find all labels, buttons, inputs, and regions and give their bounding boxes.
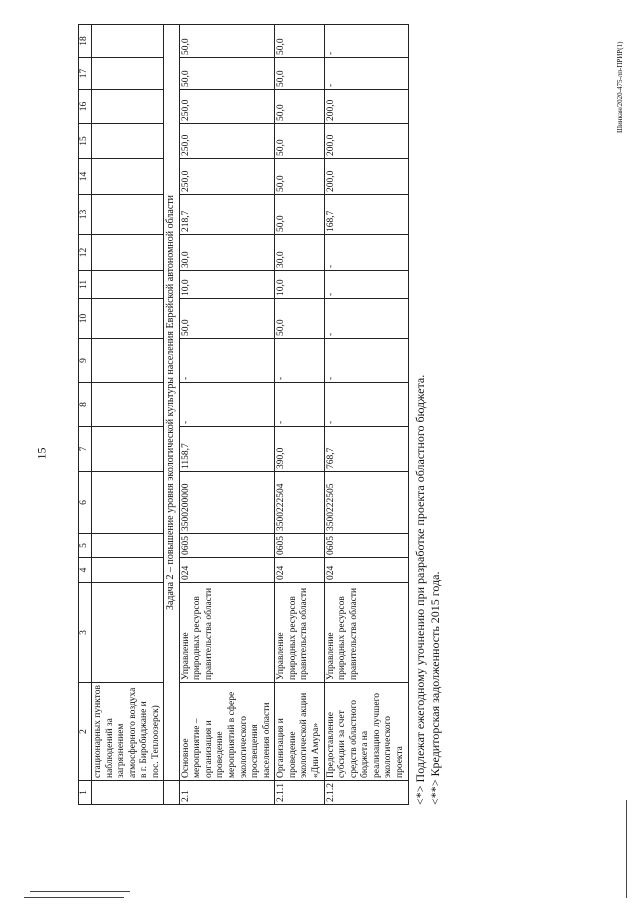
scan-line <box>30 891 130 892</box>
table-body <box>79 25 409 805</box>
amount-cell: 218,7 <box>179 195 275 235</box>
amount-cell: 200,0 <box>324 124 408 159</box>
header-cell: 1 <box>79 781 92 805</box>
header-cell: 11 <box>79 271 92 299</box>
empty-cell <box>164 781 179 805</box>
header-cell: 8 <box>79 383 92 427</box>
executor-cell: Управление природных ресурсов правительства области <box>324 583 408 683</box>
registration-stamp: Шинкан/2020-475-лп-ПРИР(1) <box>616 41 624 133</box>
activity-name-cell: Основное мероприятие – организация и проведение мероприятий в сфере экологического просвещения населения области <box>179 683 275 781</box>
header-cell: 10 <box>79 299 92 339</box>
empty-cell <box>92 534 164 558</box>
scan-line <box>626 800 627 898</box>
amount-cell: 50,0 <box>275 58 324 90</box>
amount-cell: 50,0 <box>179 25 275 58</box>
continuation-row <box>92 25 164 805</box>
empty-cell <box>92 558 164 583</box>
empty-cell <box>92 58 164 90</box>
task-row <box>164 25 179 805</box>
amount-cell: - <box>275 383 324 427</box>
amount-cell: 50,0 <box>275 299 324 339</box>
header-cell: 3 <box>79 583 92 683</box>
target-article-code: 3500222504 <box>275 472 324 534</box>
header-cell: 12 <box>79 235 92 271</box>
amount-cell: 250,0 <box>179 124 275 159</box>
amount-cell: 1158,7 <box>179 427 275 472</box>
amount-cell: 10,0 <box>275 271 324 299</box>
amount-cell: - <box>324 25 408 58</box>
footnote-2: <**> Кредиторская задолженность 2015 года. <box>427 571 442 805</box>
section-code: 0605 <box>179 534 275 558</box>
activity-name-cell: Организация и проведение экологической акции «Дни Амура» <box>275 683 324 781</box>
empty-cell <box>92 427 164 472</box>
empty-cell <box>92 235 164 271</box>
grbs-code: 024 <box>179 558 275 583</box>
amount-cell: 50,0 <box>275 195 324 235</box>
amount-cell: 50,0 <box>275 90 324 124</box>
financing-table <box>78 24 409 805</box>
header-cell: 14 <box>79 159 92 195</box>
activity-name-cell: Предоставление субсидии за счет средств областного бюджета на реализацию лучшего экологического проекта <box>324 683 408 781</box>
amount-cell: - <box>324 271 408 299</box>
empty-cell <box>92 271 164 299</box>
amount-cell: - <box>275 339 324 383</box>
task-title: Задача 2 – повышение уровня экологической культуры населения Еврейской автономной области <box>164 25 179 781</box>
amount-cell: 30,0 <box>275 235 324 271</box>
table-row <box>324 25 408 805</box>
row-number: 2.1.1 <box>275 781 324 805</box>
section-code: 0605 <box>275 534 324 558</box>
row-number: 2.1 <box>179 781 275 805</box>
table-row <box>275 25 324 805</box>
amount-cell: - <box>324 339 408 383</box>
header-cell: 15 <box>79 124 92 159</box>
header-cell: 13 <box>79 195 92 235</box>
empty-cell <box>92 124 164 159</box>
empty-cell <box>92 339 164 383</box>
amount-cell: 200,0 <box>324 90 408 124</box>
amount-cell: - <box>324 235 408 271</box>
header-cell: 18 <box>79 25 92 58</box>
amount-cell: 10,0 <box>179 271 275 299</box>
executor-cell: Управление природных ресурсов правительства области <box>179 583 275 683</box>
amount-cell: - <box>324 58 408 90</box>
empty-cell <box>92 299 164 339</box>
empty-cell <box>92 583 164 683</box>
amount-cell: - <box>324 299 408 339</box>
empty-cell <box>92 159 164 195</box>
header-cell: 2 <box>79 683 92 781</box>
row-number: 2.1.2 <box>324 781 408 805</box>
empty-cell <box>92 383 164 427</box>
amount-cell: 50,0 <box>179 299 275 339</box>
amount-cell: 50,0 <box>275 25 324 58</box>
scan-line <box>24 897 124 898</box>
footnote-1: <*> Подлежат ежегодному уточнению при разработке проекта областного бюджета. <box>412 374 427 805</box>
amount-cell: - <box>179 383 275 427</box>
footnotes <box>413 45 443 805</box>
amount-cell: 50,0 <box>275 124 324 159</box>
amount-cell: 390,0 <box>275 427 324 472</box>
amount-cell: - <box>324 383 408 427</box>
amount-cell: 50,0 <box>179 58 275 90</box>
header-cell: 5 <box>79 534 92 558</box>
section-code: 0605 <box>324 534 408 558</box>
amount-cell: 30,0 <box>179 235 275 271</box>
header-cell: 9 <box>79 339 92 383</box>
activity-name-cell: стационарных пунктов наблюдений за загрязнением атмосферного воздуха в г. Биробиджане и пос. Теплоозерск) <box>92 683 164 781</box>
executor-cell: Управление природных ресурсов правительства области <box>275 583 324 683</box>
empty-cell <box>92 195 164 235</box>
amount-cell: - <box>179 339 275 383</box>
grbs-code: 024 <box>275 558 324 583</box>
amount-cell: 250,0 <box>179 90 275 124</box>
amount-cell: 250,0 <box>179 159 275 195</box>
header-cell: 4 <box>79 558 92 583</box>
header-cell: 17 <box>79 58 92 90</box>
empty-cell <box>92 25 164 58</box>
empty-cell <box>92 781 164 805</box>
page-number: 15 <box>34 447 49 460</box>
target-article-code: 3500222505 <box>324 472 408 534</box>
amount-cell: 168,7 <box>324 195 408 235</box>
header-cell: 7 <box>79 427 92 472</box>
amount-cell: 200,0 <box>324 159 408 195</box>
amount-cell: 50,0 <box>275 159 324 195</box>
empty-cell <box>92 90 164 124</box>
header-cell: 6 <box>79 472 92 534</box>
rotated-table-block <box>78 36 528 805</box>
target-article-code: 3500200000 <box>179 472 275 534</box>
empty-cell <box>92 472 164 534</box>
amount-cell: 768,7 <box>324 427 408 472</box>
header-row <box>79 25 92 805</box>
header-cell: 16 <box>79 90 92 124</box>
table-row <box>179 25 275 805</box>
grbs-code: 024 <box>324 558 408 583</box>
